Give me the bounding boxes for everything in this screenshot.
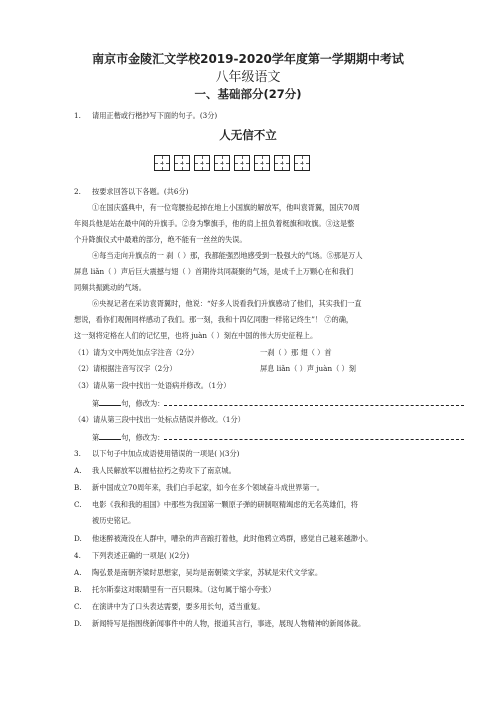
- writing-grid: [154, 155, 310, 171]
- copy-sentence: 人无信不立: [219, 128, 277, 142]
- q2-para3-line: ⑥央视记者在采访袁胥翼时，他说：“好多人说看我们升旗感动了他们，其实我们一直: [92, 299, 362, 308]
- option-label: A.: [74, 568, 82, 577]
- q3-number: 3.: [74, 449, 81, 458]
- grid-cell: [194, 155, 210, 171]
- sub4-fix: [92, 432, 464, 442]
- q1-number: 1.: [74, 111, 81, 120]
- q4-text: 下列表述正确的一项是( )(2分): [92, 551, 190, 560]
- exam-grade-title: 八年级语文: [215, 70, 281, 85]
- sub1-answer: 一刹（ ）那 翅（ ）首: [260, 348, 332, 357]
- q2-para1-line: 年阅兵他是站在最中间的升旗手。②身为擎旗手，他的肩上扭负着梃旗和收旗。③这是整: [74, 219, 355, 228]
- q2-para1-line: 个升降旗仪式中最难的部分，绝不能有一丝丝的失误。: [74, 235, 247, 244]
- sub3-fix: [92, 398, 464, 408]
- sentence-number-blank[interactable]: [99, 432, 121, 440]
- q3-option-c: 电影《我和我的祖国》中那些为我国第一颗原子弹的研制呕精竭虑的无名英雄们，将: [92, 500, 358, 509]
- q2-para2-line: 屏息 liǎn（ ）声后巨大震撼与翅（ ）首期待共同凝聚的气场，是成千上万颗心在和我们: [74, 267, 354, 276]
- q3-option-c-cont: 被历史铭记。: [92, 516, 136, 525]
- grid-cell: [234, 155, 250, 171]
- sub2-answer: 屏息 liǎn（ ）声 juàn（ ）刻: [260, 364, 356, 373]
- q2-para3-line: 想说，看你们观佣同样感动了我们。那一刻，我和十四亿同胞一样铭记终生”！ ⑦的确，: [74, 315, 354, 324]
- q2-para2-line: ④每当走向升旗点的一 刹（ ）那，我都能强烈地感受到一股强大的气场。⑤那是万人: [92, 251, 363, 260]
- fix-middle: 句，修改为：: [121, 433, 165, 442]
- sentence-number-blank[interactable]: [99, 398, 121, 406]
- q1-text: 请用正楷或行楷抄写下面的句子。(3分): [92, 111, 218, 120]
- q3-option-d: 他迷醉被淹没在人群中，嘈杂的声音踉打着他，此时他鸦立鸡群，感觉自己越来越渺小。: [92, 534, 373, 543]
- q3-text: 以下句子中加点成语使用错误的一项是( )(3分): [92, 449, 240, 458]
- option-label: D.: [74, 534, 82, 543]
- grid-cell: [214, 155, 230, 171]
- option-label: C.: [74, 602, 82, 611]
- q4-option-a: 陶弘景是南朝齐梁时思想家，吴均是南朝梁文学家，苏轼是宋代文学家。: [92, 568, 323, 577]
- option-label: B.: [74, 585, 82, 594]
- q2-para2-line: 同频共振跳动的气场。: [74, 283, 146, 292]
- sub2-label: （2）请根据注音写汉字（2分）: [74, 364, 177, 373]
- sub4-label: （4）请从第三段中找出一处标点错误并修改。（1分）: [74, 415, 245, 424]
- q2-para1-line: ①在国庆盛典中，有一位弯腰捡起掉在地上小国旗的解放军，他叫袁胥翼，国庆70周: [92, 203, 360, 212]
- option-label: B.: [74, 483, 82, 492]
- fix-middle: 句，修改为：: [121, 399, 165, 408]
- option-label: C.: [74, 500, 82, 509]
- grid-cell: [274, 155, 290, 171]
- fix-prefix: 第: [92, 399, 100, 408]
- section-title: 一、基础部分(27分): [194, 87, 302, 101]
- correction-blank[interactable]: [164, 432, 464, 440]
- grid-cell: [254, 155, 270, 171]
- q3-option-a: 我人民解放军以摧枯拉朽之势攻下了南京城。: [92, 466, 236, 475]
- option-label: D.: [74, 619, 82, 628]
- q4-option-c: 在演讲中为了口头表达需要，要多用长句，适当重复。: [92, 602, 265, 611]
- sub1-label: （1）请为文中两处加点字注音（2分）: [74, 348, 199, 357]
- option-label: A.: [74, 466, 82, 475]
- sub3-label: （3）请从第一段中找出一处语病并修改。（1分）: [74, 381, 231, 390]
- grid-cell: [294, 155, 310, 171]
- grid-cell: [154, 155, 170, 171]
- q2-number: 2.: [74, 187, 81, 196]
- exam-school-title: 南京市金陵汇文学校2019-2020学年度第一学期期中考试: [92, 52, 404, 66]
- q4-option-d: 新闻特写是指围绕新闻事件中的人物，报道其言行，事迹，展现人物精神的新闻体裁。: [92, 619, 366, 628]
- q4-number: 4.: [74, 551, 81, 560]
- fix-prefix: 第: [92, 433, 100, 442]
- q2-intro: 按要求回答以下各题。(共6分): [92, 187, 189, 196]
- grid-cell: [174, 155, 190, 171]
- q4-option-b: 托尔斯泰这对眼睛里有一百只眼珠。（这句属于缩小夸张）: [92, 585, 276, 594]
- q3-option-b: 新中国成立70周年来，我们白手起家，如今在多个领域奋斗成世界第一。: [92, 483, 324, 492]
- q2-para3-line: 这一刻将定格在人们的记忆里，也将 juàn（ ）刻在中国的伟大历史征程上。: [74, 331, 318, 340]
- correction-blank[interactable]: [164, 398, 464, 406]
